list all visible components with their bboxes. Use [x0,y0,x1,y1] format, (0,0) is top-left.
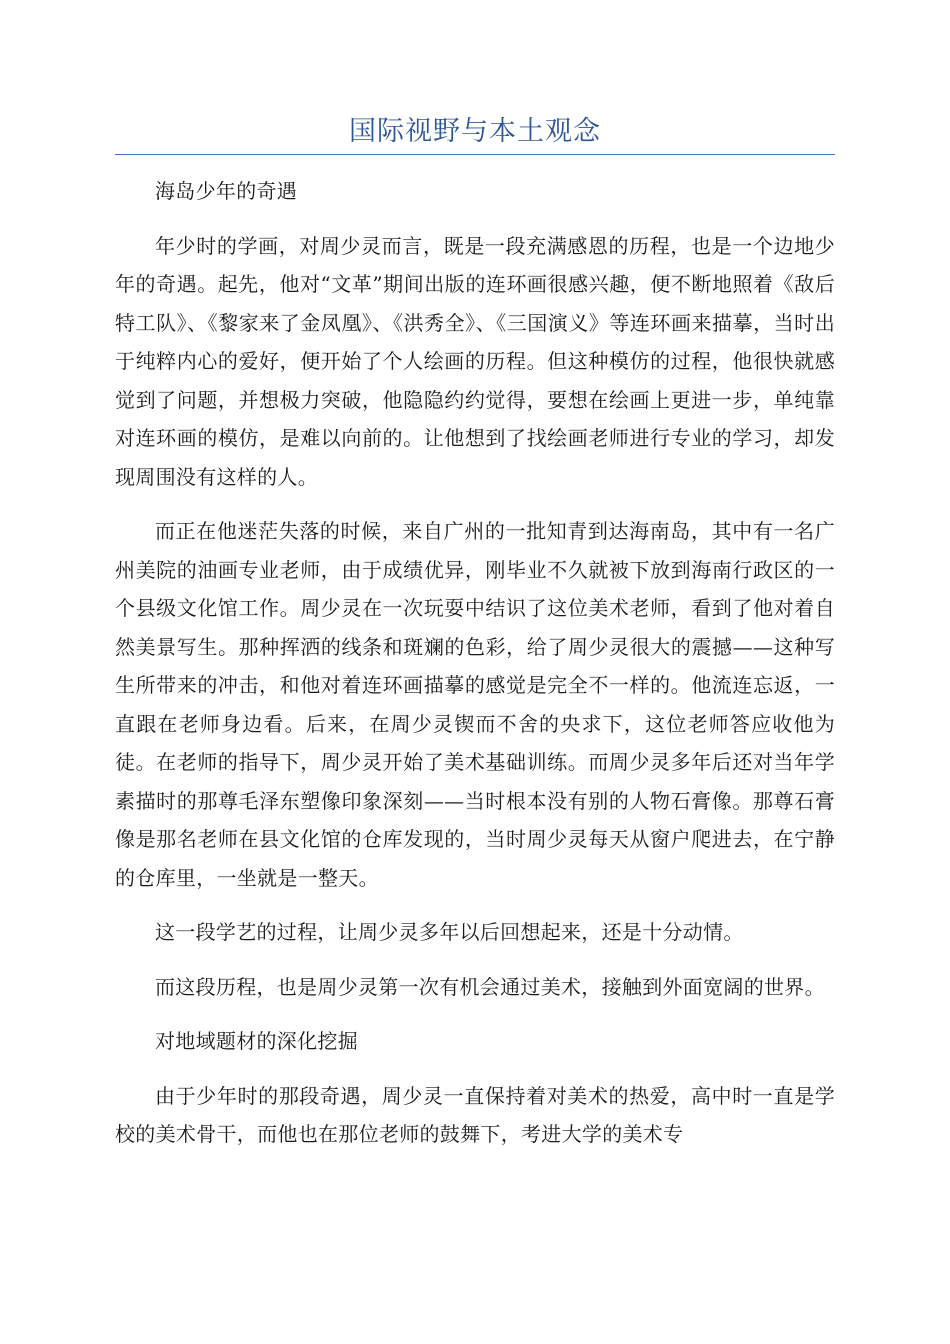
paragraph: 而这段历程，也是周少灵第一次有机会通过美术，接触到外面宽阔的世界。 [155,974,825,999]
paragraph: 年少时的学画，对周少灵而言，既是一段充满感恩的历程，也是一个边地少年的奇遇。起先，他对“文革”期间出版的连环画很感兴趣，便不断地照着《敌后特工队》、《黎家来了金凤凰》、《洪秀全》、《三国演义》等连环画来描摹，当时出于纯粹内心的爱好，便开始了个人绘画的历程。但这种模仿的过程，他很快就感觉到了问题，并想极力突破，他隐隐约约觉得，要想在绘画上更进一步，单纯靠对连环画的模仿，是难以向前的。让他想到了找绘画老师进行专业的学习，却发现周围没有这样的人。 [115,233,835,489]
document-body [115,172,835,1170]
paragraph: 这一段学艺的过程，让周少灵多年以后回想起来，还是十分动情。 [155,920,744,944]
paragraph: 而正在他迷茫失落的时候，来自广州的一批知青到达海南岛，其中有一名广州美院的油画专业老师，由于成绩优异，刚毕业不久就被下放到海南行政区的一个县级文化馆工作。周少灵在一次玩耍中结识了这位美术老师，看到了他对着自然美景写生。那种挥洒的线条和斑斓的色彩，给了周少灵很大的震撼——这种写生所带来的冲击，和他对着连环画描摹的感觉是完全不一样的。他流连忘返，一直跟在老师身边看。后来，在周少灵锲而不舍的央求下，这位老师答应收他为徒。在老师的指导下，周少灵开始了美术基础训练。而周少灵多年后还对当年学素描时的那尊毛泽东塑像印象深刻——当时根本没有别的人物石膏像。那尊石膏像是那名老师在县文化馆的仓库发现的，当时周少灵每天从窗户爬进去，在宁静的仓库里，一坐就是一整天。 [115,519,835,890]
document-title: 国际视野与本土观念 [349,116,601,147]
section-heading: 海岛少年的奇遇 [155,179,298,203]
paragraph: 由于少年时的那段奇遇，周少灵一直保持着对美术的热爱，高中时一直是学校的美术骨干，而他也在那位老师的鼓舞下，考进大学的美术专 [115,1083,835,1146]
section-heading: 对地域题材的深化挖掘 [155,1029,358,1053]
title-underline [115,154,835,155]
